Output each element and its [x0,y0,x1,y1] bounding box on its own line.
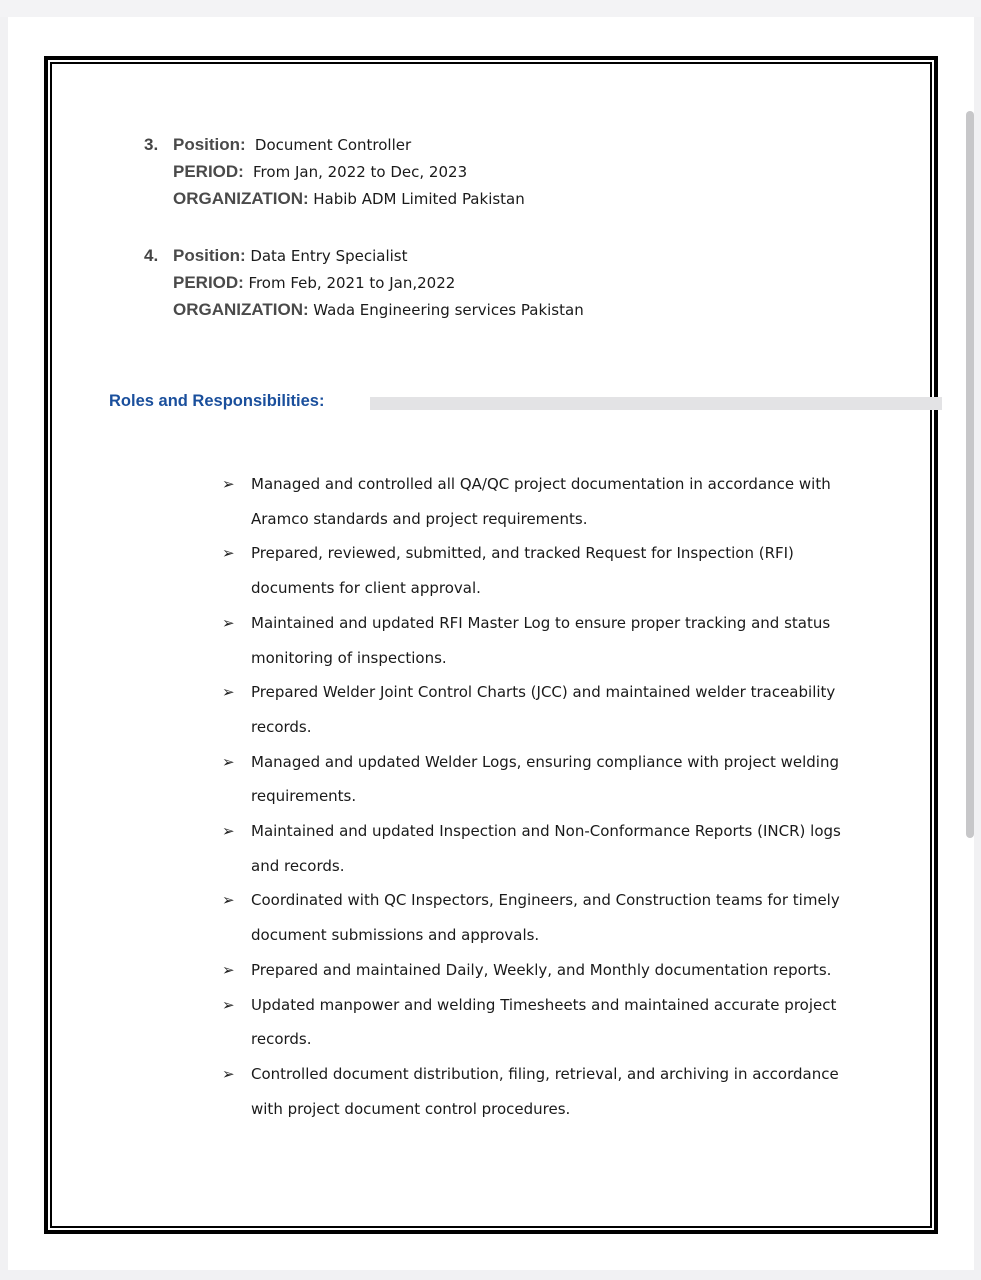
arrowhead-bullet-icon: ➢ [222,822,235,841]
period-line [144,269,584,296]
responsibility-item [222,988,872,1057]
heading-rule [370,397,942,410]
organization-line [144,185,525,212]
section-heading: Roles and Responsibilities: [109,392,325,410]
responsibility-item [222,953,872,988]
period-value: From Feb, 2021 to Jan,2022 [248,274,456,292]
entry-number: 4. [144,246,159,265]
position-value: Document Controller [254,136,412,154]
position-line [144,131,525,158]
responsibility-item [222,814,872,883]
responsibility-item [222,745,872,814]
responsibility-item [222,536,872,605]
responsibility-text: Maintained and updated RFI Master Log to ensure proper tracking and status monitoring of inspections. [251,613,831,667]
period-label: PERIOD: [173,273,244,292]
organization-label: ORGANIZATION: [173,189,309,208]
responsibility-text: Prepared, reviewed, submitted, and tracked Request for Inspection (RFI) documents for client approval. [251,544,794,598]
entry-number: 3. [144,135,159,154]
organization-label: ORGANIZATION: [173,300,309,319]
arrowhead-bullet-icon: ➢ [222,683,235,702]
arrowhead-bullet-icon: ➢ [222,752,235,771]
responsibility-item [222,883,872,952]
organization-value: Habib ADM Limited Pakistan [313,190,525,208]
position-value: Data Entry Specialist [250,247,408,265]
arrowhead-bullet-icon: ➢ [222,613,235,632]
responsibility-item [222,467,872,536]
position-line [144,242,584,269]
responsibility-text: Managed and updated Welder Logs, ensuring compliance with project welding requirements. [251,752,840,806]
responsibility-item [222,606,872,675]
arrowhead-bullet-icon: ➢ [222,891,235,910]
responsibility-text: Coordinated with QC Inspectors, Engineers, and Construction teams for timely document submissions and approvals. [251,891,840,945]
arrowhead-bullet-icon: ➢ [222,544,235,563]
period-line [144,158,525,185]
responsibility-text: Prepared and maintained Daily, Weekly, and Monthly documentation reports. [251,960,832,979]
organization-line [144,296,584,323]
viewer-top-strip [0,0,981,17]
period-label: PERIOD: [173,162,244,181]
responsibility-item [222,1057,872,1126]
position-entry-4 [144,242,584,323]
arrowhead-bullet-icon: ➢ [222,1064,235,1083]
responsibilities-list [222,467,872,1126]
position-label: Position: [173,135,246,154]
arrowhead-bullet-icon: ➢ [222,995,235,1014]
position-entry-3 [144,131,525,212]
organization-value: Wada Engineering services Pakistan [313,301,584,319]
responsibility-text: Prepared Welder Joint Control Charts (JCC) and maintained welder traceability records. [251,683,836,736]
responsibility-text: Managed and controlled all QA/QC project documentation in accordance with Aramco standards and project requirements. [251,475,831,528]
position-label: Position: [173,246,246,265]
vertical-scrollbar[interactable] [966,111,974,838]
period-value: From Jan, 2022 to Dec, 2023 [253,163,468,181]
arrowhead-bullet-icon: ➢ [222,475,235,493]
responsibility-item [222,675,872,744]
responsibility-text: Maintained and updated Inspection and Non-Conformance Reports (INCR) logs and records. [251,822,841,875]
responsibility-text: Controlled document distribution, filing, retrieval, and archiving in accordance with project document control procedures. [251,1064,839,1118]
arrowhead-bullet-icon: ➢ [222,960,235,979]
responsibility-text: Updated manpower and welding Timesheets and maintained accurate project records. [251,995,837,1049]
